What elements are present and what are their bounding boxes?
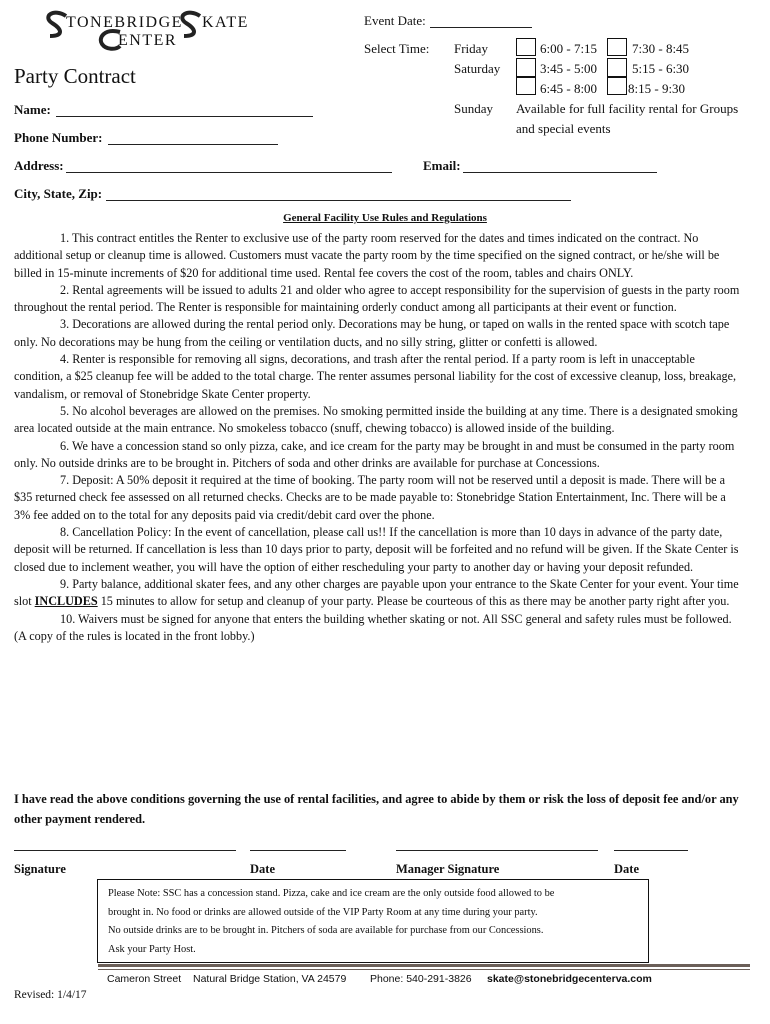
revised-date: Revised: 1/4/17	[14, 989, 87, 1001]
slot-fri-1: 6:00 - 7:15	[540, 41, 598, 56]
checkbox-sat-2[interactable]	[607, 58, 627, 77]
footer-street: Cameron Street	[107, 973, 182, 985]
signature-label: Signature	[14, 862, 66, 876]
rule-4: 4. Renter is responsible for removing all signs, decorations, and trash after the rental period. If a party room is left in unacceptable condition, a $25 cleanup fee will be added to the total charge. The renter assumes personal liability for the cost of excessive cleanup, loss, breakage, vandalism, or removal of Stonebridge Skate Center property.	[14, 352, 737, 401]
rule-9-emphasis: INCLUDES	[34, 594, 98, 609]
name-label: Name:	[14, 102, 51, 117]
slot-sat-2: 5:15 - 6:30	[632, 61, 690, 76]
email-label: Email:	[423, 158, 461, 173]
rule-7: 7. Deposit: A 50% deposit it required at the time of booking. The party room will not be reserved until a deposit is made. There will be a $35 returned check fee assessed on all returned checks. Checks are to be made payable to: Stonebridge Station Entertainment, Inc. There will be a 3% fee added on to the total for any deposits paid via credit/debit card over the phone.	[14, 473, 726, 522]
footer-divider-thin	[98, 969, 750, 970]
rule-5: 5. No alcohol beverages are allowed on the premises. No smoking permitted inside the building at any time. There is a designated smoking area located outside at the main entrance. No smokeless tobacco (snuff, chewing tobacco) is allowed inside of the building.	[14, 403, 738, 436]
email-field[interactable]	[463, 160, 657, 173]
rule-1: 1. This contract entitles the Renter to exclusive use of the party room reserved for the dates and times indicated on the contract. No additional setup or cleanup time is allowed. Customers must vacate the party room by the time specified on the signed contract, or he/she will be billed in 15-minute increments of $20 for additional time used. Rental fee covers the cost of the room, tables and chairs ONLY.	[14, 231, 720, 280]
logo-line1b: KATE	[202, 14, 249, 31]
stonebridge-logo	[40, 8, 260, 52]
sunday-note-2: and special events	[516, 121, 611, 136]
page-title: Party Contract	[14, 64, 136, 88]
checkbox-sat-1[interactable]	[516, 58, 536, 77]
rule-6: 6. We have a concession stand so only pizza, cake, and ice cream for the party may be brought in and must be consumed in the party room only. No outside drinks are to be brought in. Pitchers of soda and other drinks are available for purchase at Concessions.	[14, 438, 735, 470]
signature-line[interactable]	[14, 850, 236, 851]
note-line-2: brought in. No food or drinks are allowed outside of the VIP Party Room at any time during your party.	[108, 906, 538, 918]
rule-9-before: 9. Party balance, additional skater fees, and any other charges are payable upon your entrance to the Skate Center for your event. Your time slot	[14, 576, 739, 609]
rule-9	[14, 576, 744, 611]
sunday-note-1: Available for full facility rental for Groups	[516, 101, 739, 116]
slot-sat-4: 8:15 - 9:30	[628, 81, 686, 96]
footer-divider-thick	[98, 964, 750, 967]
concession-note-box	[97, 879, 649, 963]
name-field[interactable]	[56, 104, 313, 117]
manager-signature-line[interactable]	[396, 850, 598, 851]
manager-signature-label: Manager Signature	[396, 862, 500, 876]
event-date-line[interactable]	[430, 15, 532, 28]
phone-field[interactable]	[108, 132, 278, 145]
note-line-1: Please Note: SSC has a concession stand. Pizza, cake and ice cream are the only outside food allowed to be	[108, 888, 555, 899]
select-time-label: Select Time:	[364, 41, 430, 56]
logo-line2: ENTER	[118, 32, 178, 49]
date-label-2: Date	[614, 862, 639, 876]
checkbox-fri-2[interactable]	[607, 38, 627, 56]
rule-3: 3. Decorations are allowed during the rental period only. Decorations may be hung, or taped on walls in the rented space with scotch tape only. No decorations may be hung from the ceiling or ventilation ducts, and no silly string, glitter or confetti is allowed.	[14, 317, 730, 349]
date-line-2[interactable]	[614, 850, 688, 851]
checkbox-sat-4[interactable]	[607, 77, 627, 95]
city-state-zip-field[interactable]	[106, 188, 571, 201]
date-line-1[interactable]	[250, 850, 346, 851]
rule-10: 10. Waivers must be signed for anyone that enters the building whether skating or not. All SSC general and safety rules must be followed. (A copy of the rules is located in the front lobby.)	[14, 611, 732, 643]
note-line-3: No outside drinks are to be brought in. Pitchers of soda are available for purchase from our Concessions.	[108, 925, 544, 936]
slot-fri-2: 7:30 - 8:45	[632, 41, 690, 56]
acknowledgement: I have read the above conditions governing the use of rental facilities, and agree to abide by them or risk the loss of deposit fee and/or any other payment rendered.	[14, 792, 739, 826]
city-label: City, State, Zip:	[14, 186, 103, 201]
address-field[interactable]	[66, 160, 392, 173]
logo-line1a: TONEBRIDGE	[66, 14, 183, 31]
day-saturday: Saturday	[454, 61, 501, 76]
date-label-1: Date	[250, 862, 275, 876]
note-line-4: Ask your Party Host.	[108, 943, 196, 955]
footer-city: Natural Bridge Station, VA 24579	[193, 973, 347, 985]
rules-title: General Facility Use Rules and Regulations	[283, 212, 487, 224]
checkbox-fri-1[interactable]	[516, 38, 536, 56]
address-label: Address:	[14, 158, 64, 173]
slot-sat-3: 6:45 - 8:00	[540, 81, 598, 96]
slot-sat-1: 3:45 - 5:00	[540, 61, 598, 76]
footer-email[interactable]: skate@stonebridgecenterva.com	[487, 973, 652, 985]
phone-label: Phone Number:	[14, 130, 103, 145]
day-friday: Friday	[454, 41, 488, 56]
rule-2: 2. Rental agreements will be issued to adults 21 and older who agree to accept responsibility for the supervision of guests in the party room throughout the rental period. The Renter is responsible for maintaining orderly conduct among all participants at their event or function.	[14, 282, 740, 315]
checkbox-sat-3[interactable]	[516, 77, 536, 95]
event-date-label: Event Date:	[364, 13, 426, 28]
rule-9-after: 15 minutes to allow for setup and cleanup of your party. Please be courteous of this as there may be another party right after you.	[97, 594, 730, 609]
rule-8: 8. Cancellation Policy: In the event of cancellation, please call us!! If the cancellation is more than 10 days in advance of the party date, deposit will be returned. If cancellation is less than 10 days prior to party, deposit will be forfeited and no refund will be given. If the Skate Center is closed due to inclement weather, you will have the option of either rescheduling your party to another day or having your deposit refunded.	[14, 525, 739, 574]
day-sunday: Sunday	[454, 101, 493, 116]
footer-phone: Phone: 540-291-3826	[370, 973, 472, 985]
rules-list	[14, 230, 744, 645]
